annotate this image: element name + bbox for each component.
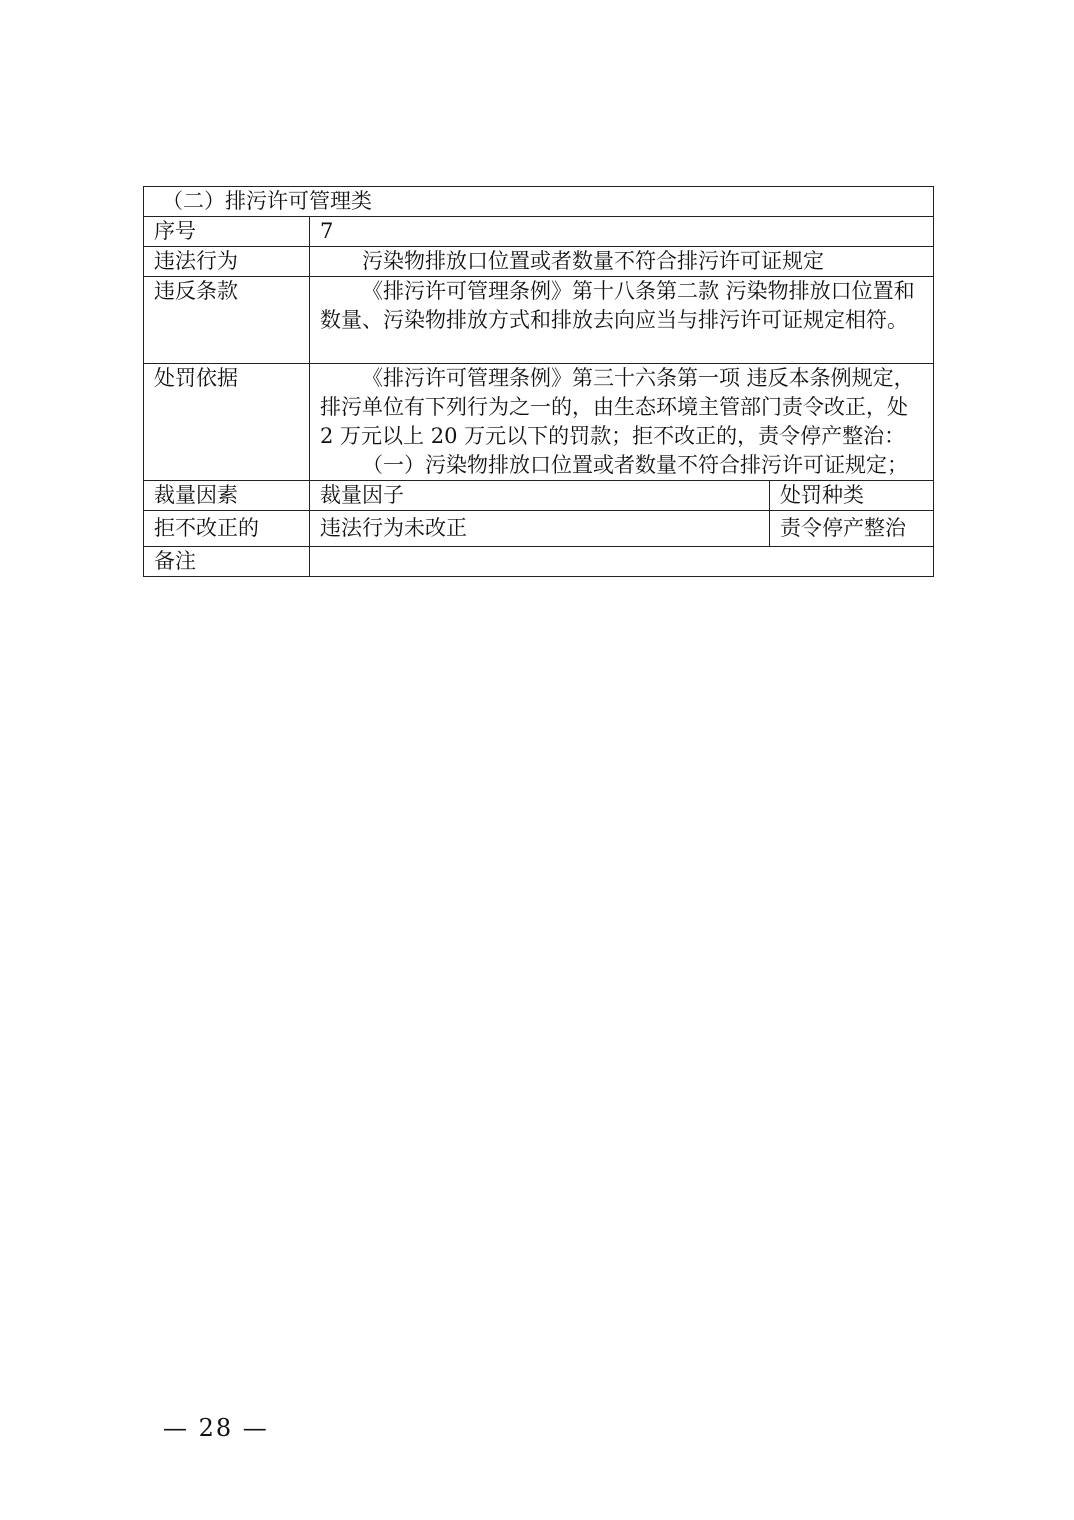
remarks-value xyxy=(310,547,934,577)
section-title-row xyxy=(144,187,934,217)
table-row xyxy=(144,511,934,547)
table-row xyxy=(144,547,934,577)
violation-label: 违法行为 xyxy=(144,247,310,277)
basis-paragraph-1: 《排污许可管理条例》第三十六条第一项 违反本条例规定，排污单位有下列行为之一的，由生态环境主管部门责令改正，处 2 万元以上 20 万元以下的罚款；拒不改正的，责令停产整治： xyxy=(320,366,915,448)
serial-label: 序号 xyxy=(144,217,310,247)
page-number: — 28 — xyxy=(163,1414,269,1442)
basis-paragraph-2: （一）污染物排放口位置或者数量不符合排污许可证规定； xyxy=(362,453,908,477)
refuse-label: 拒不改正的 xyxy=(144,511,310,547)
violation-value: 污染物排放口位置或者数量不符合排污许可证规定 xyxy=(310,247,934,277)
basis-label: 处罚依据 xyxy=(144,364,310,481)
table-row xyxy=(144,247,934,277)
factors-header-label: 裁量因素 xyxy=(144,481,310,511)
serial-value: 7 xyxy=(310,217,934,247)
section-title: （二）排污许可管理类 xyxy=(144,187,934,217)
refuse-factor: 违法行为未改正 xyxy=(310,511,770,547)
table-row xyxy=(144,277,934,364)
basis-value xyxy=(310,364,934,481)
clause-value: 《排污许可管理条例》第十八条第二款 污染物排放口位置和数量、污染物排放方式和排放去向应当与排污许可证规定相符。 xyxy=(310,277,934,364)
refuse-penalty-type: 责令停产整治 xyxy=(770,511,934,547)
table-row xyxy=(144,217,934,247)
table-row xyxy=(144,364,934,481)
penalty-type-header: 处罚种类 xyxy=(770,481,934,511)
remarks-label: 备注 xyxy=(144,547,310,577)
clause-label: 违反条款 xyxy=(144,277,310,364)
factor-header: 裁量因子 xyxy=(310,481,770,511)
table-row xyxy=(144,481,934,511)
discretion-table xyxy=(143,186,934,577)
